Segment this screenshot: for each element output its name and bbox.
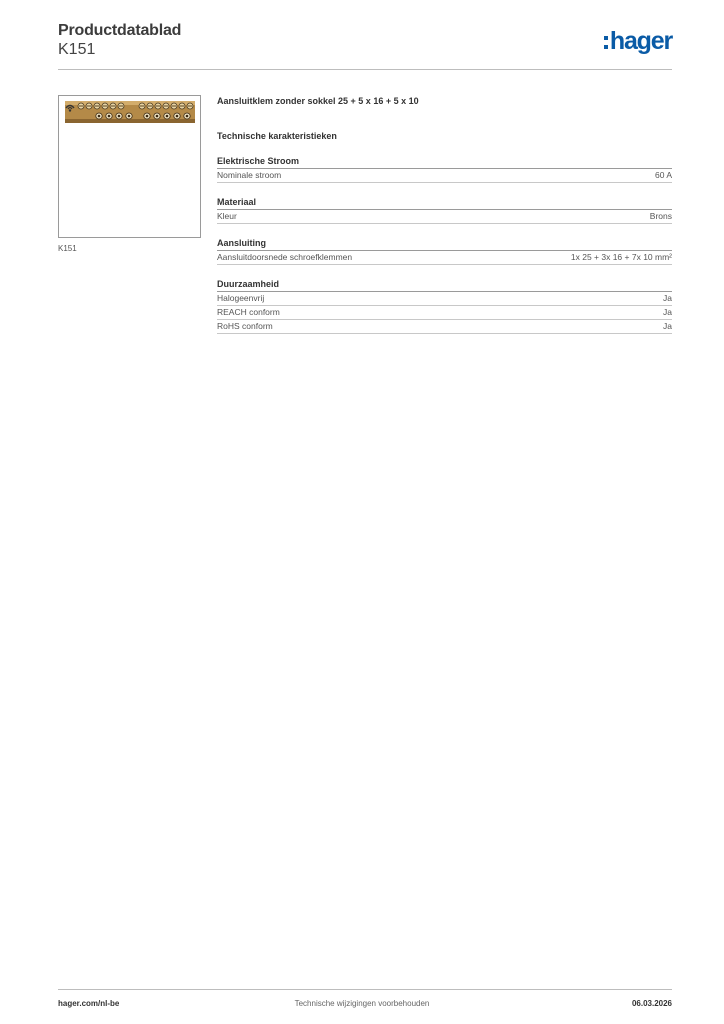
logo-mark-icon	[604, 36, 608, 49]
section-connection	[217, 238, 672, 265]
spec-value: Ja	[663, 307, 672, 317]
logo-text: hager	[609, 26, 672, 55]
section-title: Elektrische Stroom	[217, 156, 672, 169]
product-image	[58, 95, 201, 238]
product-code: K151	[58, 41, 96, 58]
spec-label: RoHS conform	[217, 321, 273, 331]
terminal-block-icon	[59, 96, 200, 237]
spec-label: Aansluitdoorsnede schroefklemmen	[217, 252, 353, 262]
tech-characteristics-heading: Technische karakteristieken	[217, 131, 337, 141]
hager-logo	[604, 26, 672, 56]
section-electrical-current	[217, 156, 672, 183]
section-title: Duurzaamheid	[217, 279, 672, 292]
spec-value: 60 A	[654, 170, 672, 180]
spec-row	[217, 169, 672, 183]
spec-value: Ja	[663, 293, 672, 303]
spec-value: 1x 25 + 3x 16 + 7x 10 mm²	[570, 252, 672, 262]
section-sustainability	[217, 279, 672, 334]
footer-divider	[58, 989, 672, 990]
section-title: Aansluiting	[217, 238, 672, 251]
page-header	[58, 20, 672, 70]
spec-row	[217, 251, 672, 265]
spec-row	[217, 292, 672, 306]
product-description: Aansluitklem zonder sokkel 25 + 5 x 16 + 5 x 10	[217, 96, 419, 106]
header-divider	[58, 69, 672, 70]
spec-row	[217, 306, 672, 320]
spec-row	[217, 210, 672, 224]
footer-notice: Technische wijzigingen voorbehouden	[294, 999, 430, 1008]
spec-value: Ja	[663, 321, 672, 331]
spec-label: Halogeenvrij	[217, 293, 265, 303]
footer-date: 06.03.2026	[631, 999, 672, 1008]
spec-row	[217, 320, 672, 334]
footer-website: hager.com/nl-be	[58, 999, 120, 1008]
product-details	[217, 95, 672, 334]
spec-label: REACH conform	[217, 307, 280, 317]
spec-value: Brons	[649, 211, 672, 221]
section-material	[217, 197, 672, 224]
section-title: Materiaal	[217, 197, 672, 210]
image-caption: K151	[58, 244, 77, 253]
spec-label: Nominale stroom	[217, 170, 282, 180]
document-title: Productdatablad	[58, 22, 182, 39]
spec-label: Kleur	[217, 211, 237, 221]
